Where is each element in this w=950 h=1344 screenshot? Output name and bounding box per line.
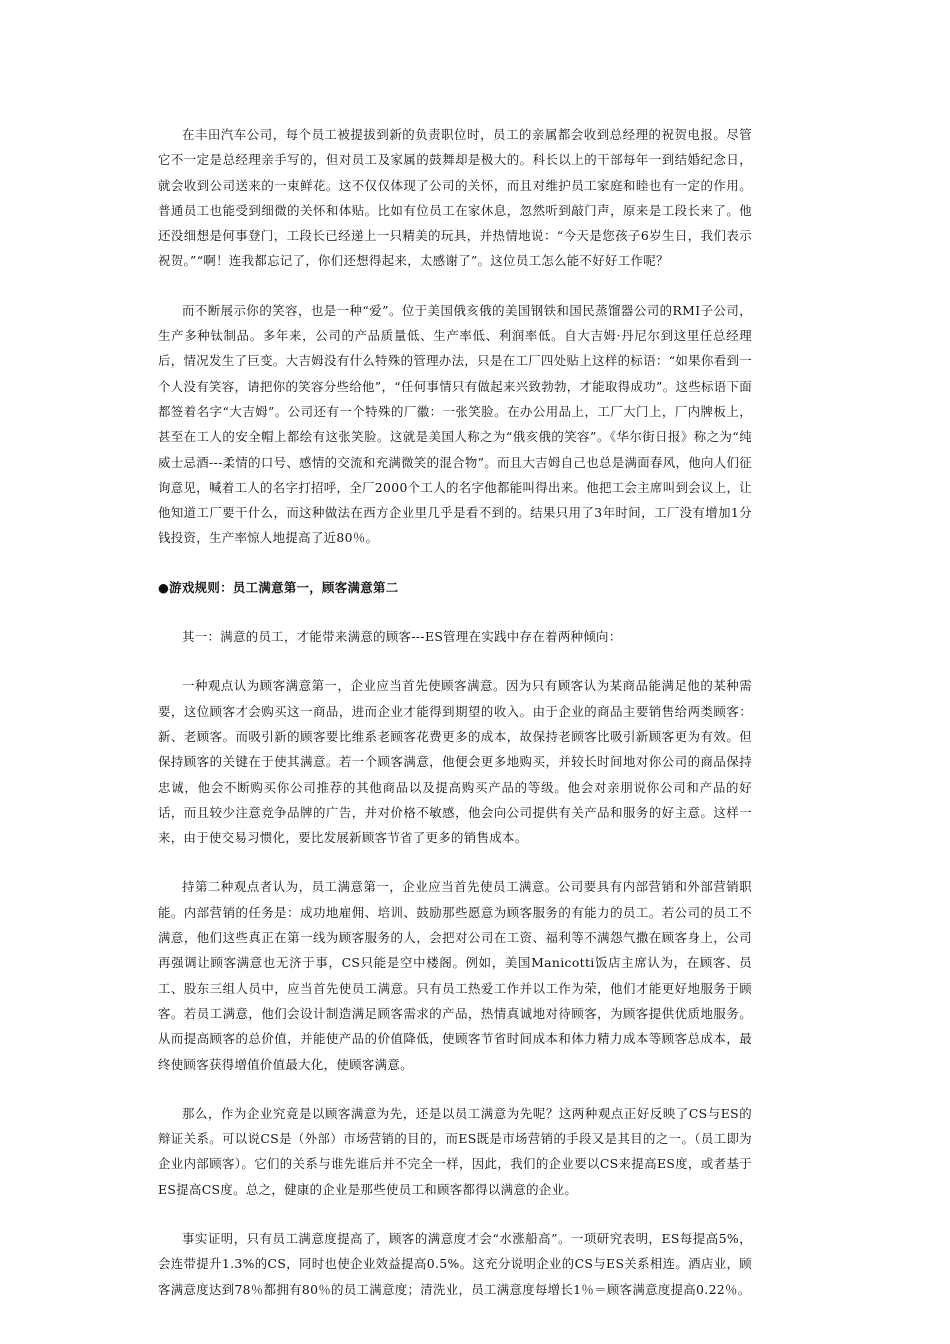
section-heading: ●游戏规则：员工满意第一，顾客满意第二 — [158, 579, 399, 595]
paragraph-toyota: 在丰田汽车公司，每个员工被提拔到新的负责职位时，员工的亲属都会收到总经理的祝贺电报。尽管它不一定是总经理亲手写的，但对员工及家属的鼓舞却是极大的。科长以上的干部每年一到结婚纪念日，就会收到公司送来的一束鲜花。这不仅仅体现了公司的关怀，而且对维护员工家庭和睦也有一定的作用。普通员工也能受到细微的关怀和体贴。比如有位员工在家休息，忽然听到敲门声，原来是工段长来了。他还没细想是何事登门，工段长已经递上一只精美的玩具，并热情地说：“今天是您孩子6岁生日，我们表示祝贺。”“啊！连我都忘记了，你们还想得起来，太感谢了”。这位员工怎么能不好好工作呢？ — [158, 127, 752, 269]
paragraph-evidence: 事实证明，只有员工满意度提高了，顾客的满意度才会“水涨船高”。一项研究表明，ES每提高5%，会连带提升1.3%的CS，同时也使企业效益提高0.5%。这充分说明企业的CS与ES关系相连。酒店业，顾客满意度达到78％都拥有80％的员工满意度；清洗业，员工满意度每增长1％＝顾客满意度提高0.22％。 — [158, 1230, 752, 1297]
paragraph-gap — [158, 1202, 752, 1226]
paragraph-customer-first: 一种观点认为顾客满意第一，企业应当首先使顾客满意。因为只有顾客认为某商品能满足他的某种需要，这位顾客才会购买这一商品，进而企业才能得到期望的收入。由于企业的商品主要销售给两类顾客：新、老顾客。而吸引新的顾客要比维系老顾客花费更多的成本，故保持老顾客比吸引新顾客更为有效。但保持顾客的关键在于使其满意。若一个顾客满意，他便会更多地购买，并较长时间地对你公司的商品保持忠诚，他会不断购买你公司推荐的其他商品以及提高购买产品的等级。他会对亲朋说你公司和产品的好话，而且较少注意竞争品牌的广告，并对价格不敏感，他会向公司提供有关产品和服务的好主意。这样一来，由于使交易习惯化，要比发展新顾客节省了更多的销售成本。 — [158, 678, 752, 846]
paragraph-gap — [158, 1077, 752, 1101]
paragraph-gap — [158, 274, 752, 298]
paragraph-gap — [158, 850, 752, 874]
paragraph-gap — [158, 649, 752, 673]
paragraph-cs-es-relation: 那么，作为企业究竟是以顾客满意为先，还是以员工满意为先呢？这两种观点正好反映了CS与ES的辩证关系。可以说CS是（外部）市场营销的目的，而ES既是市场营销的手段又是其目的之一。（员工即为企业内部顾客）。它们的关系与谁先谁后并不完全一样，因此，我们的企业要以CS来提高ES度，或者基于ES提高CS度。总之，健康的企业是那些使员工和顾客都得以满意的企业。 — [158, 1105, 752, 1197]
paragraph-gap — [158, 600, 752, 624]
document-body — [158, 122, 752, 1302]
paragraph-gap — [158, 551, 752, 575]
paragraph-two-tendencies: 其一：满意的员工，才能带来满意的顾客---ES管理在实践中存在着两种倾向： — [182, 629, 622, 645]
paragraph-employee-first: 持第二种观点者认为，员工满意第一，企业应当首先使员工满意。公司要具有内部营销和外部营销职能。内部营销的任务是：成功地雇佣、培训、鼓励那些愿意为顾客服务的有能力的员工。若公司的员工不满意，他们这些真正在第一线为顾客服务的人，会把对公司在工资、福利等不满怨气撒在顾客身上，公司再强调让顾客满意也无济于事，CS只能是空中楼阁。例如，美国Manicotti饭店主席认为，在顾客、员工、股东三组人员中，应当首先使员工满意。只有员工热爱工作并以工作为荣，他们才能更好地服务于顾客。若员工满意，他们会设计制造满足顾客需求的产品，热情真诚地对待顾客，为顾客提供优质地服务。从而提高顾客的总价值，并能使产品的价值降低，使顾客节省时间成本和体力精力成本等顾客总成本，最终使顾客获得增值价值最大化，使顾客满意。 — [158, 879, 752, 1072]
paragraph-smile: 而不断展示你的笑容，也是一种“爱”。位于美国俄亥俄的美国钢铁和国民蒸馏器公司的RMI子公司，生产多种钛制品。多年来，公司的产品质量低、生产率低、利润率低。自大吉姆·丹尼尔到这里任总经理后，情况发生了巨变。大吉姆没有什么特殊的管理办法，只是在工厂四处贴上这样的标语：“如果你看到一个人没有笑容，请把你的笑容分些给他”，“任何事情只有做起来兴致勃勃，才能取得成功”。这些标语下面都签着名字“大吉姆”。公司还有一个特殊的厂徽：一张笑脸。在办公用品上，工厂大门上，厂内牌板上，甚至在工人的安全帽上都绘有这张笑脸。这就是美国人称之为“俄亥俄的笑容”。《华尔街日报》称之为“纯威士忌酒---柔情的口号、感情的交流和充满微笑的混合物”。而且大吉姆自己也总是满面春风，他向人们征询意见，喊着工人的名字打招呼，全厂2000个工人的名字他都能叫得出来。他把工会主席叫到会议上，让他知道工厂要干什么，而这种做法在西方企业里几乎是看不到的。结果只用了3年时间，工厂没有增加1分钱投资，生产率惊人地提高了近80％。 — [158, 302, 752, 546]
